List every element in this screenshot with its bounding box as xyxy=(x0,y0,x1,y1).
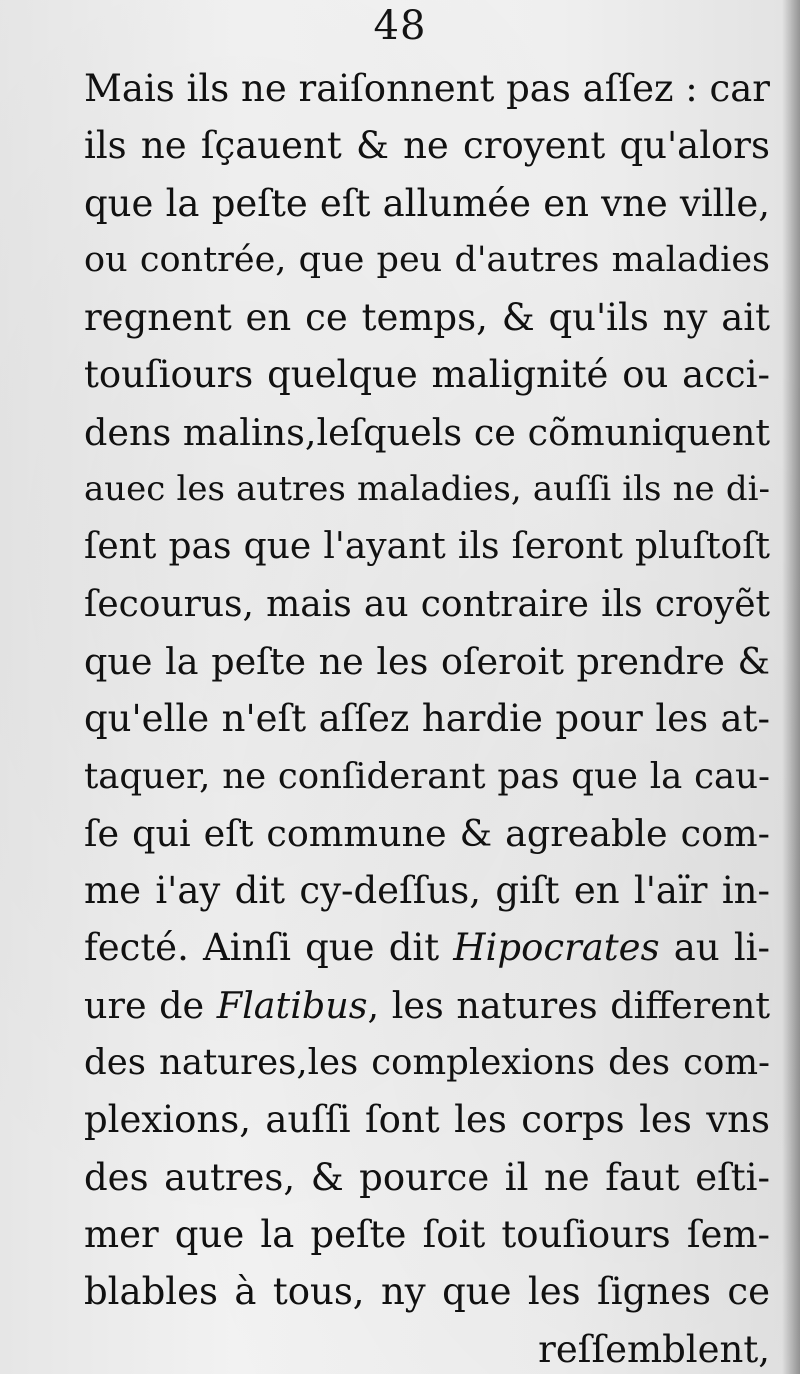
text-line: ils ne ſçauent & ne croyent qu'alors xyxy=(84,124,770,168)
italic-term: Flatibus xyxy=(216,983,368,1027)
text-line: regnent en ce temps, & qu'ils ny ait xyxy=(84,296,770,340)
text-line: Mais ils ne raiſonnent pas aſſez : car xyxy=(84,67,770,110)
text-line-final: reſſemblent, xyxy=(538,1327,770,1371)
text-line: plexions, auſſi ſont les corps les vns xyxy=(84,1098,770,1142)
text-line: que la peſte eſt allumée en vne ville, xyxy=(84,181,770,225)
text-line: ou contrée, que peu d'autres maladies xyxy=(84,239,770,280)
text-line: ſent pas que l'ayant ils ſeront pluſtoſt xyxy=(84,526,770,568)
text-line: que la peſte ne les oſeroit prendre & xyxy=(84,639,770,683)
page-number: 48 xyxy=(373,3,427,49)
text-line: des natures,les complexions des com- xyxy=(84,1042,770,1084)
text-line: des autres, & pource il ne faut eſti- xyxy=(84,1155,770,1199)
text-line: dens malins,leſquels ce cõmuniquent xyxy=(84,410,770,454)
text-line: touſiours quelque malignité ou acci- xyxy=(84,353,770,397)
text-line: fecté. Ainſi que dit Hipocrates au li- xyxy=(84,926,770,970)
text-line: ſe qui eſt commune & agreable com- xyxy=(84,811,770,855)
body-text xyxy=(84,60,770,1374)
text-line: auec les autres maladies, auſſi ils ne di- xyxy=(84,469,770,510)
text-line: ure de Flatibus, les natures different xyxy=(84,983,770,1027)
text-line: taquer, ne conſiderant pas que la cau- xyxy=(84,755,770,797)
text-line: qu'elle n'eſt aſſez hardie pour les at- xyxy=(84,697,770,741)
text-line: me i'ay dit cy-deſſus, giſt en l'aïr in- xyxy=(84,869,770,913)
page-edge-shadow xyxy=(782,0,800,1374)
text-line: blables à tous, ny que les ſignes ce xyxy=(84,1270,770,1314)
italic-term: Hipocrates xyxy=(453,926,660,970)
text-line: ſecourus, mais au contraire ils croyẽt xyxy=(84,583,770,625)
text-line: mer que la peſte ſoit touſiours ſem- xyxy=(84,1212,770,1256)
